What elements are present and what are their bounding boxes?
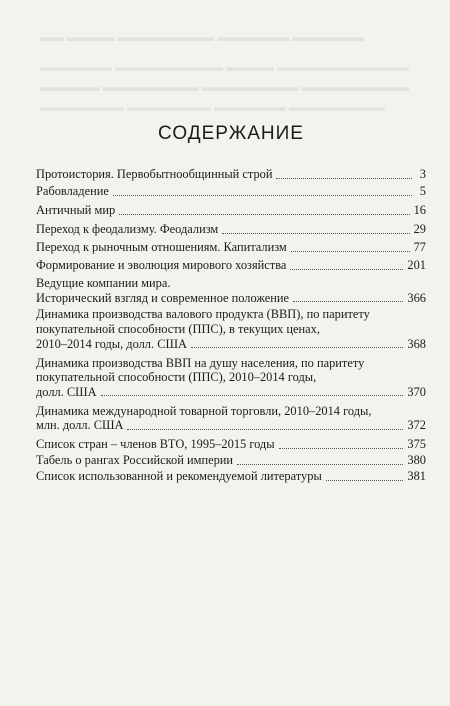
toc-entry-title: покупательной способности (ППС), в текущих ценах,: [36, 322, 320, 337]
toc-entry[interactable]: [36, 404, 426, 433]
toc-entry-title: Динамика производства валового продукта (ВВП), по паритету: [36, 307, 370, 322]
toc-entry[interactable]: [36, 469, 426, 484]
dot-leader: [290, 269, 403, 270]
toc-page-number: 29: [413, 221, 426, 236]
toc-entry-title: Табель о рангах Российской империи: [36, 453, 234, 468]
dot-leader: [222, 233, 409, 234]
dot-leader: [101, 395, 404, 396]
bleed-through-text: ▬▬▬▬▬▬ ▬▬▬▬▬▬▬▬▬ ▬▬▬▬ ▬▬▬▬▬▬▬▬▬▬▬: [40, 60, 409, 74]
toc-entry-title: Ведущие компании мира.: [36, 275, 171, 290]
toc-entry[interactable]: [36, 184, 426, 199]
toc-entry-title: Античный мир: [36, 202, 116, 217]
toc-page-number: 370: [407, 384, 426, 399]
toc-entry[interactable]: [36, 276, 426, 305]
toc-page-number: 3: [419, 167, 426, 181]
dot-leader: [127, 429, 403, 430]
dot-leader: [119, 214, 409, 215]
dot-leader: [237, 464, 403, 465]
toc-page-number: 380: [407, 453, 426, 468]
toc-entry-title: покупательной способности (ППС), 2010–2014 годы,: [36, 370, 317, 385]
page-title: СОДЕРЖАНИЕ: [158, 123, 304, 144]
toc-entry-title: Динамика производства ВВП на душу населения, по паритету: [36, 355, 365, 370]
toc-page-number: 381: [407, 469, 426, 484]
toc-entry[interactable]: [36, 356, 426, 400]
dot-leader: [276, 178, 412, 179]
toc-entry-title: Список стран – членов ВТО, 1995–2015 годы: [36, 437, 275, 452]
toc-page-number: 77: [413, 239, 426, 254]
toc-entry-title: Список использованной и рекомендуемой литературы: [36, 469, 322, 484]
toc-entry-title: Протоистория. Первобытнообщинный строй: [36, 167, 273, 181]
toc-page-number: 366: [407, 290, 426, 305]
toc-entry[interactable]: [36, 258, 426, 273]
dot-leader: [293, 301, 403, 302]
toc-entry-title: Переход к рыночным отношениям. Капитализм: [36, 239, 287, 254]
toc-entry[interactable]: [36, 222, 426, 237]
table-of-contents: [36, 167, 426, 484]
toc-entry-title: млн. долл. США: [36, 418, 124, 433]
toc-page-number: 375: [407, 437, 426, 452]
toc-entry[interactable]: [36, 437, 426, 452]
toc-entry-title: Динамика международной товарной торговли, 2010–2014 годы,: [36, 403, 372, 418]
toc-page-number: 16: [413, 202, 426, 217]
toc-entry[interactable]: [36, 453, 426, 468]
toc-entry[interactable]: [36, 203, 426, 218]
dot-leader: [326, 480, 404, 481]
toc-entry[interactable]: [36, 167, 426, 182]
dot-leader: [191, 347, 404, 348]
toc-page-number: 372: [407, 418, 426, 433]
toc-entry-title: Исторический взгляд и современное положение: [36, 290, 290, 305]
toc-entry-title: долл. США: [36, 384, 97, 399]
toc-entry[interactable]: [36, 307, 426, 351]
toc-entry-title: 2010–2014 годы, долл. США: [36, 336, 187, 351]
bleed-through-text: ▬▬▬▬▬ ▬▬▬▬▬▬▬▬ ▬▬▬▬▬▬▬▬ ▬▬▬▬▬▬▬▬▬: [40, 80, 409, 94]
toc-entry-title: Переход к феодализму. Феодализм: [36, 221, 219, 236]
toc-page-number: 201: [407, 257, 426, 272]
toc-page-number: 368: [407, 336, 426, 351]
bleed-through-text: ▬▬ ▬▬▬▬ ▬▬▬▬▬▬▬▬ ▬▬▬▬▬▬ ▬▬▬▬▬▬: [40, 30, 364, 44]
toc-page-number: 5: [419, 183, 426, 198]
bleed-through-text: ▬▬▬▬▬▬▬ ▬▬▬▬▬▬▬ ▬▬▬▬▬▬ ▬▬▬▬▬▬▬▬: [40, 100, 385, 114]
dot-leader: [113, 195, 412, 196]
toc-entry-title: Формирование и эволюция мирового хозяйства: [36, 257, 287, 272]
dot-leader: [279, 448, 404, 449]
dot-leader: [291, 251, 410, 252]
toc-entry[interactable]: [36, 240, 426, 255]
toc-entry-title: Рабовладение: [36, 183, 109, 198]
